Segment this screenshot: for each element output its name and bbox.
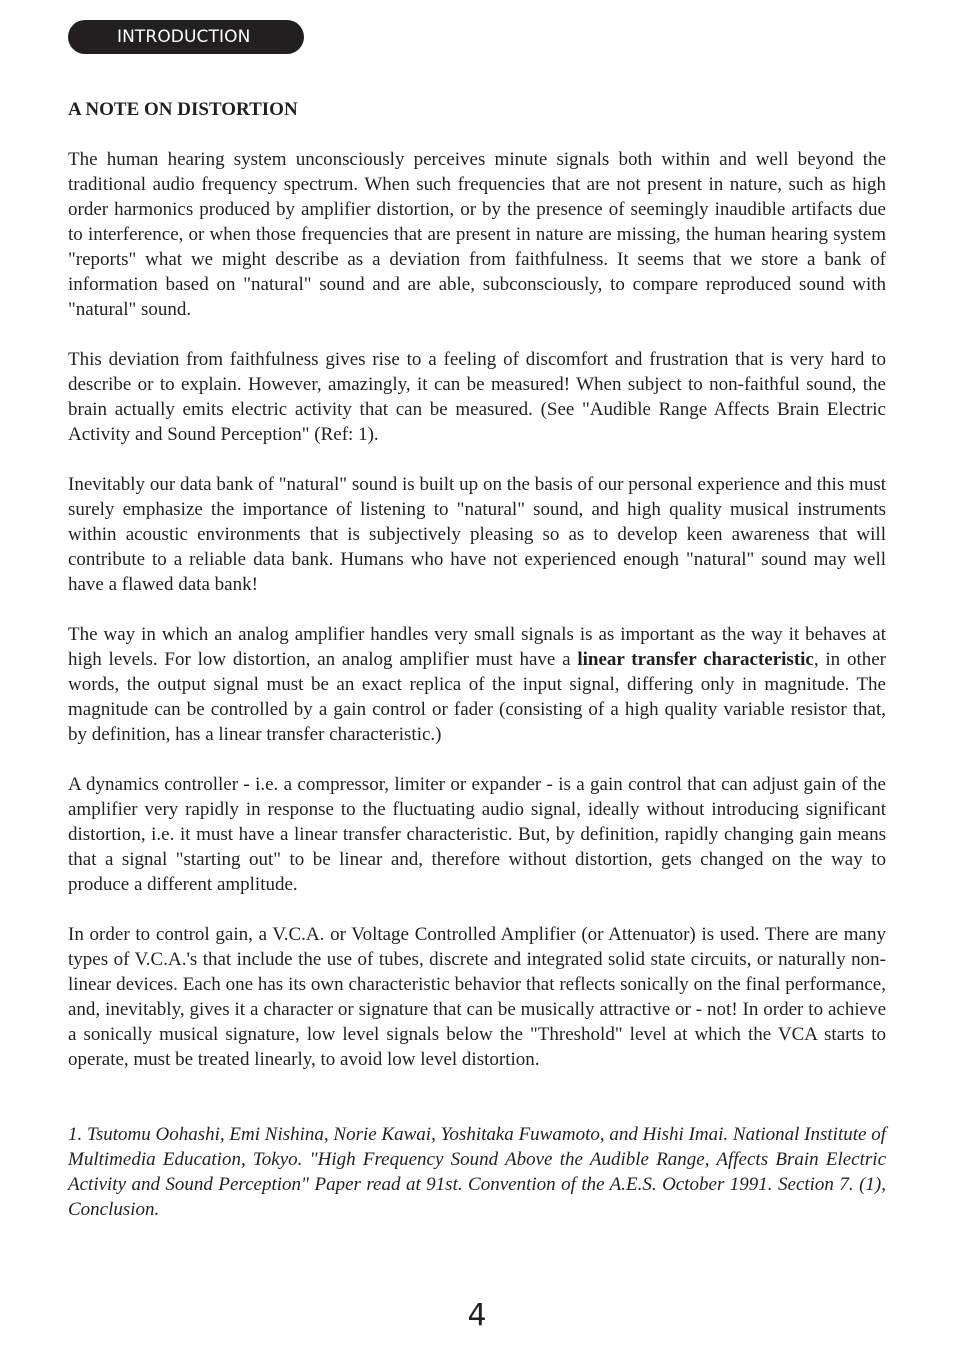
paragraph-analog-amplifier-text-1: The way in which an analog amplifier handles very small signals is as important as the way it behaves at high levels. For low distortion, an analog amplifier must have a — [68, 624, 886, 670]
page-heading: A NOTE ON DISTORTION — [68, 99, 298, 120]
linear-transfer-characteristic-emphasis: linear transfer characteristic — [577, 649, 814, 670]
footnote-reference-1: 1. Tsutomu Oohashi, Emi Nishina, Norie Kawai, Yoshitaka Fuwamoto, and Hishi Imai. National Institute of Multimedia Education, Tokyo. "High Frequency Sound Above the Audible Range, Affects Brain Electric Activity and Sound Perception" Paper read at 91st. Convention of the A.E.S. October 1991. Section 7. (1), Conclusion. — [68, 1124, 886, 1220]
paragraph-hearing-system: The human hearing system unconsciously perceives minute signals both within and well beyond the traditional audio frequency spectrum. When such frequencies that are not present in nature, such as high order harmonics produced by amplifier distortion, or by the presence of seemingly inaudible artifacts due to interference, or when those frequencies that are present in nature are missing, the human hearing system "reports" what we might describe as a deviation from faithfulness. It seems that we store a bank of information based on "natural" sound and are able, subconsciously, to compare reproduced sound with "natural" sound. — [68, 149, 886, 320]
paragraph-dynamics-controller: A dynamics controller - i.e. a compressor, limiter or expander - is a gain control that can adjust gain of the amplifier very rapidly in response to the fluctuating audio signal, ideally without introducing significant distortion, i.e. it must have a linear transfer characteristic. But, by definition, rapidly changing gain means that a signal "starting out" to be linear and, therefore without distortion, gets changed on the way to produce a different amplitude. — [68, 774, 886, 895]
paragraph-analog-amplifier — [68, 622, 886, 747]
section-tab-introduction: INTRODUCTION — [68, 20, 304, 54]
paragraph-vca: In order to control gain, a V.C.A. or Voltage Controlled Amplifier (or Attenuator) is used. There are many types of V.C.A.'s that include the use of tubes, discrete and integrated solid state circuits, or naturally non-linear devices. Each one has its own characteristic behavior that reflects sonically on the final performance, and, inevitably, gives it a character or signature that can be musically attractive or - not! In order to achieve a sonically musical signature, low level signals below the "Threshold" level at which the VCA starts to operate, must be treated linearly, to avoid low level distortion. — [68, 924, 886, 1070]
page-number: 4 — [467, 1298, 487, 1333]
paragraph-analog-amplifier-text-2: , in other words, the output signal must be an exact replica of the input signal, differing only in magnitude. The magnitude can be controlled by a gain control or fader (consisting of a high quality variable resistor that, by definition, has a linear transfer characteristic.) — [68, 649, 886, 745]
paragraph-data-bank: Inevitably our data bank of "natural" sound is built up on the basis of our personal experience and this must surely emphasize the importance of listening to "natural" sound, and high quality musical instruments within acoustic environments that is subjectively pleasing so as to develop keen awareness that will contribute to a reliable data bank. Humans who have not experienced enough "natural" sound may well have a flawed data bank! — [68, 474, 886, 595]
page-content — [68, 97, 886, 1222]
paragraph-deviation: This deviation from faithfulness gives rise to a feeling of discomfort and frustration that is very hard to describe or to explain. However, amazingly, it can be measured! When subject to non-faithful sound, the brain actually emits electric activity that can be measured. (See "Audible Range Affects Brain Electric Activity and Sound Perception" (Ref: 1). — [68, 349, 886, 445]
